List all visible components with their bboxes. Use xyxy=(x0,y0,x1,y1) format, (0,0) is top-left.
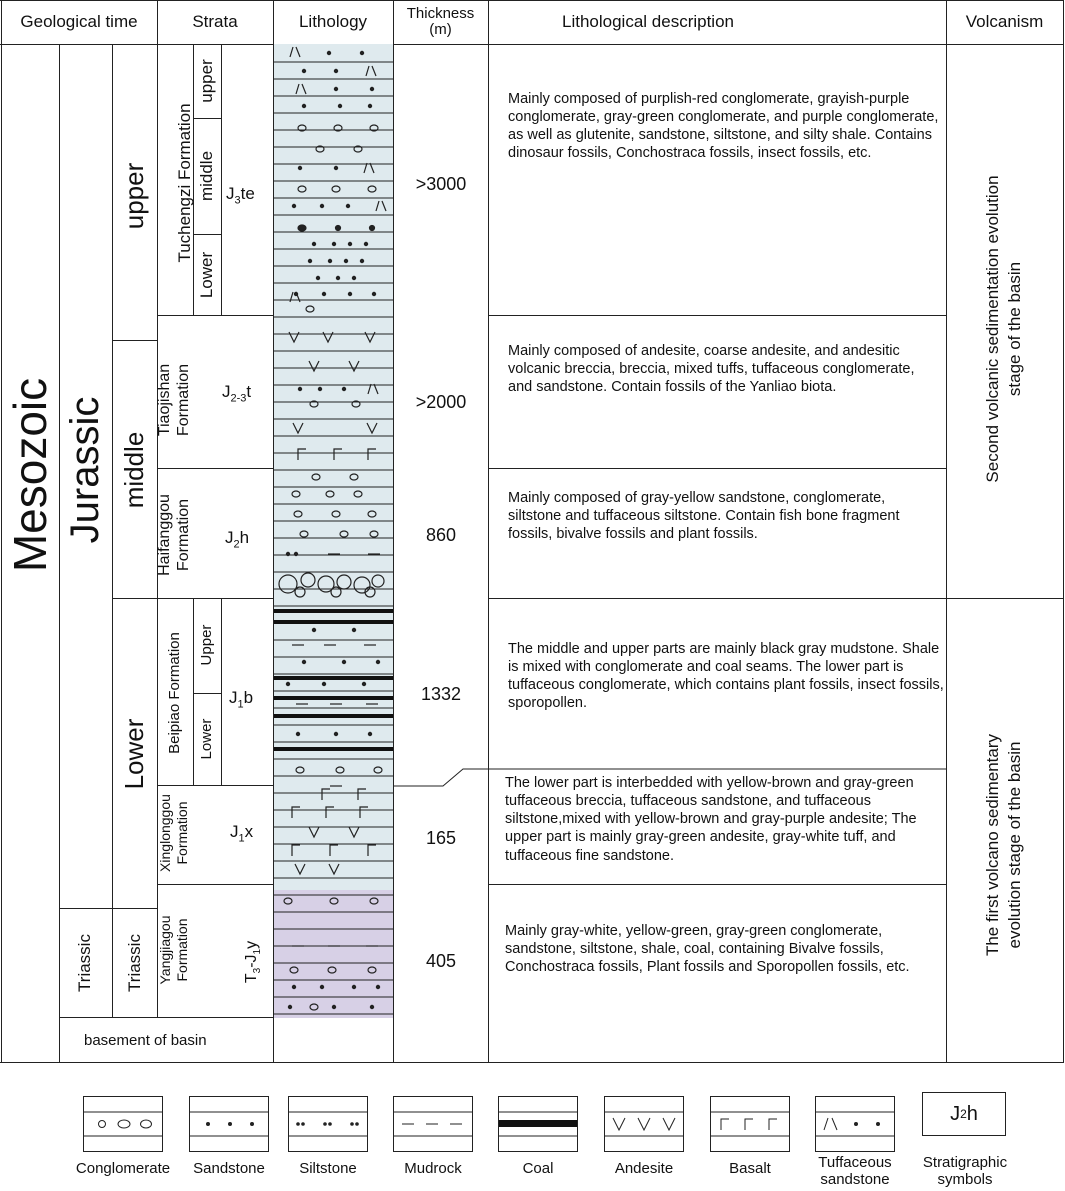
coal-seam xyxy=(274,609,393,613)
code-yangjiagou xyxy=(240,922,264,1002)
sand-dot xyxy=(344,259,347,262)
header-strata: Strata xyxy=(192,12,238,32)
header-description: Lithological description xyxy=(562,12,734,32)
sand-dot xyxy=(370,1005,373,1008)
sand-dot xyxy=(298,166,301,169)
epoch-lower-label: Lower xyxy=(119,718,149,790)
legend-mudrock-box xyxy=(393,1096,473,1152)
legend-tuffaceous-box xyxy=(815,1096,895,1152)
legend-siltstone-box xyxy=(288,1096,368,1152)
code-tuchengzi-sub: 3 xyxy=(234,194,241,207)
sand-dot xyxy=(292,985,295,988)
sand-dot xyxy=(316,276,319,279)
coal-seam xyxy=(274,620,393,624)
sand-dot xyxy=(302,104,305,107)
sand-dot xyxy=(328,259,331,262)
formation-haifanggou-line1: Haifanggou xyxy=(156,494,173,576)
legend-basalt-box xyxy=(710,1096,790,1152)
sand-dot xyxy=(308,259,311,262)
siltstone-symbol xyxy=(289,1097,367,1151)
sand-dot xyxy=(360,51,363,54)
sand-dot xyxy=(360,259,363,262)
epoch-line-lower-triassic xyxy=(112,908,157,909)
mudrock-symbol xyxy=(394,1097,472,1151)
volcanism-second-line1: Second volcanic sedimentation evolution xyxy=(983,175,1002,483)
legend-label-conglomerate: Conglomerate xyxy=(75,1160,171,1177)
member-col-beipiao-right xyxy=(221,598,222,785)
thickness-xinglonggou: 165 xyxy=(425,828,457,848)
header-thickness-label: Thickness xyxy=(406,5,475,23)
description-haifanggou: Mainly composed of gray-yellow sandstone, conglomerate, siltstone and tuffaceous siltstone. Contain fish bone fragment fossils, bivalve fossils and plant fossils. xyxy=(508,490,900,543)
thickness-beipiao: 1332 xyxy=(420,684,462,704)
legend-label-sandstone: Sandstone xyxy=(193,1160,265,1177)
member-beipiao-upper: Upper xyxy=(198,624,215,666)
sand-dot xyxy=(286,552,289,555)
sand-dot xyxy=(364,242,367,245)
sand-dot xyxy=(318,387,321,390)
sand-dot xyxy=(294,552,297,555)
tuffaceous-sandstone-symbol xyxy=(816,1097,894,1151)
sand-dot xyxy=(332,242,335,245)
legend-symbol-main: J xyxy=(950,1102,961,1125)
code-tuchengzi xyxy=(226,184,255,206)
sand-dot xyxy=(320,204,323,207)
formation-haifanggou-line2: Formation xyxy=(175,498,192,572)
legend-conglomerate-box xyxy=(83,1096,163,1152)
table-bottom-border xyxy=(0,1062,1064,1063)
sand-dot xyxy=(302,660,305,663)
lithology-bg-triassic xyxy=(274,890,393,1018)
code-xinglonggou-suffix: x xyxy=(244,822,254,841)
code-yangjiagou-sub: 3 xyxy=(252,967,264,974)
thickness-yangjiagou: 405 xyxy=(425,951,457,971)
code-tiaojishan-main: J xyxy=(222,382,231,401)
sand-dot xyxy=(342,387,345,390)
legend-andesite-box xyxy=(604,1096,684,1152)
sand-dot xyxy=(292,204,295,207)
code-xinglonggou-main: J xyxy=(230,822,239,841)
sandstone-symbol xyxy=(190,1097,268,1151)
member-tuchengzi-middle: middle xyxy=(197,150,216,202)
formation-yangjiagou-name xyxy=(157,900,193,1000)
thickness-tiaojishan: >2000 xyxy=(415,392,467,412)
sand-dot xyxy=(320,985,323,988)
member-beipiao-lower: Lower xyxy=(198,718,215,760)
formation-yangjiagou-line1: Yangjiagou xyxy=(157,915,173,985)
period-label: Jurassic xyxy=(63,396,107,544)
desc-line-5 xyxy=(488,884,946,885)
formation-tiaojishan-line1: Tiaojishan xyxy=(156,363,173,437)
col-line-end xyxy=(1063,0,1064,1063)
coal-seam xyxy=(274,747,393,751)
code-yangjiagou-sub2: 1 xyxy=(252,948,264,955)
code-tiaojishan-suffix: t xyxy=(246,382,252,401)
code-tuchengzi-suffix: te xyxy=(240,184,255,203)
lithology-bg-jurassic xyxy=(274,44,393,890)
description-yangjiagou: Mainly gray-white, yellow-green, gray-green conglomerate, sandstone, siltstone, shale, coal, containing Bivalve fossils, Conchostraca fossils, Plant fossils and Sporopollen fossils, etc. xyxy=(505,923,910,976)
triassic-period-line xyxy=(59,908,112,909)
pebble xyxy=(298,225,306,231)
sand-dot xyxy=(352,276,355,279)
code-haifanggou-main: J xyxy=(225,528,234,547)
code-haifanggou-sub: 2 xyxy=(233,538,240,551)
sand-dot xyxy=(334,166,337,169)
sand-dot xyxy=(298,387,301,390)
volcanism-second-stage xyxy=(982,29,1028,629)
pebble xyxy=(370,226,375,231)
sand-dot xyxy=(372,292,375,295)
sand-dot xyxy=(302,69,305,72)
sand-dot xyxy=(312,628,315,631)
description-tuchengzi: Mainly composed of purplish-red conglomerate, grayish-purple conglomerate, gray-green conglomerate, and purple conglomerate, as well as glutenite, sandstone, siltstone, and silty shale. Contains dinosaur fossils, Conchostraca fossils, insect fossils, etc. xyxy=(508,91,939,162)
code-beipiao-sub: 1 xyxy=(237,698,244,711)
volcanism-second-line2: stage of the basin xyxy=(1005,261,1024,397)
sand-dot xyxy=(368,732,371,735)
coal-seam xyxy=(274,714,393,718)
member-col-tuchengzi-right xyxy=(221,44,222,315)
code-tiaojishan-sub: 2-3 xyxy=(230,392,247,405)
basement-label: basement of basin xyxy=(84,1032,207,1049)
code-xinglonggou xyxy=(230,822,253,844)
sand-dot xyxy=(334,732,337,735)
header-lithology: Lithology xyxy=(298,12,368,32)
sand-dot xyxy=(342,660,345,663)
sand-dot xyxy=(376,985,379,988)
member-tuchengzi-lower: Lower xyxy=(197,251,216,299)
sand-dot xyxy=(322,292,325,295)
sand-dot xyxy=(348,292,351,295)
desc-line-2 xyxy=(488,468,946,469)
sand-dot xyxy=(322,682,325,685)
formation-beipiao-name: Beipiao Formation xyxy=(166,632,183,754)
code-tuchengzi-main: J xyxy=(226,184,235,203)
sand-dot xyxy=(332,1005,335,1008)
andesite-symbol xyxy=(605,1097,683,1151)
code-beipiao-suffix: b xyxy=(243,688,254,707)
legend-label-siltstone: Siltstone xyxy=(299,1160,357,1177)
sand-dot xyxy=(336,276,339,279)
thickness-tuchengzi: >3000 xyxy=(415,174,467,194)
sand-dot xyxy=(376,660,379,663)
legend-coal-box xyxy=(498,1096,578,1152)
header-thickness xyxy=(393,0,488,44)
legend-label-andesite: Andesite xyxy=(614,1160,674,1177)
desc-line-3 xyxy=(488,598,1064,599)
sand-dot xyxy=(346,204,349,207)
code-xinglonggou-sub: 1 xyxy=(238,832,245,845)
sand-dot xyxy=(352,985,355,988)
col-line-description xyxy=(946,0,947,1063)
sand-dot xyxy=(288,1005,291,1008)
stratigraphic-symbol xyxy=(922,1092,1006,1136)
sand-dot xyxy=(362,682,365,685)
legend-label-tuffaceous: Tuffaceous sandstone xyxy=(818,1154,892,1189)
code-beipiao-main: J xyxy=(229,688,238,707)
legend-label-basalt: Basalt xyxy=(729,1160,771,1177)
sand-dot xyxy=(312,242,315,245)
epoch-line-upper-middle xyxy=(112,340,157,341)
era-label: Mesozoic xyxy=(4,377,56,573)
sand-dot xyxy=(348,242,351,245)
desc-line-1 xyxy=(488,315,946,316)
legend-symbol-sub: 2 xyxy=(960,1107,967,1121)
code-yangjiagou-main: T xyxy=(243,973,260,984)
code-haifanggou-suffix: h xyxy=(239,528,250,547)
formation-tiaojishan-line2: Formation xyxy=(175,363,192,437)
epoch-middle-label: middle xyxy=(119,431,149,509)
formation-xinglonggou-line2: Formation xyxy=(174,801,190,865)
legend-sandstone-box xyxy=(189,1096,269,1152)
basalt-symbol xyxy=(711,1097,789,1151)
basement-top-line xyxy=(59,1017,273,1018)
formation-xinglonggou-line1: Xinglonggou xyxy=(157,794,173,872)
code-beipiao xyxy=(229,688,253,710)
code-haifanggou xyxy=(225,528,249,550)
formation-tuchengzi-name: Tuchengzi Formation xyxy=(175,103,194,263)
lithology-column xyxy=(274,44,393,1018)
sand-dot xyxy=(338,104,341,107)
formation-haifanggou-name xyxy=(155,475,195,595)
legend-label-coal: Coal xyxy=(522,1160,554,1177)
sand-dot xyxy=(327,51,330,54)
epoch-line-middle-lower xyxy=(112,598,157,599)
sand-dot xyxy=(370,87,373,90)
sand-dot xyxy=(334,69,337,72)
code-yangjiagou-suffix: -J xyxy=(243,954,260,968)
pebble xyxy=(336,226,341,231)
sand-dot xyxy=(368,104,371,107)
header-volcanism: Volcanism xyxy=(965,12,1044,32)
header-geological-time: Geological time xyxy=(20,12,138,32)
member-tuchengzi-upper: upper xyxy=(197,59,216,103)
header-thickness-unit: (m) xyxy=(429,21,452,38)
description-xinglonggou: The lower part is interbedded with yellow-brown and gray-green tuffaceous breccia, tuffaceous sandstone, and tuffaceous siltstone,mixed with yellow-brown and gray-purple andesite; The upper part is mainly gray-green andesite, gray-white tuff, and tuffaceous fine sandstone. xyxy=(505,775,917,864)
conglomerate-symbol xyxy=(84,1097,162,1151)
period-triassic-label: Triassic xyxy=(75,934,94,992)
legend-label-stratigraphic: Stratigraphic symbols xyxy=(922,1154,1008,1189)
member-line-b1 xyxy=(193,693,221,694)
coal-symbol xyxy=(499,1097,577,1151)
volcanism-first-line2: evolution stage of the basin xyxy=(1005,741,1024,949)
formation-yangjiagou-line2: Formation xyxy=(174,918,190,982)
desc-connector xyxy=(393,765,948,789)
sand-dot xyxy=(352,628,355,631)
col-line-thickness xyxy=(488,0,489,1063)
thickness-haifanggou: 860 xyxy=(425,525,457,545)
sand-dot xyxy=(334,87,337,90)
header-bottom-border xyxy=(0,44,1064,45)
sand-dot xyxy=(296,732,299,735)
coal-seam xyxy=(274,696,393,700)
code-yangjiagou-suffix2: y xyxy=(243,940,260,949)
volcanism-first-stage xyxy=(982,545,1028,1145)
volcanism-first-line1: The first volcano sedimentary xyxy=(983,733,1002,957)
formation-xinglonggou-name xyxy=(157,783,193,883)
epoch-upper-label: upper xyxy=(119,162,149,230)
sand-dot xyxy=(286,682,289,685)
coal-seam xyxy=(274,676,393,680)
formation-tiaojishan-name xyxy=(155,340,195,460)
code-tiaojishan xyxy=(222,382,251,404)
col-line-period xyxy=(112,44,113,1017)
legend-label-mudrock: Mudrock xyxy=(404,1160,462,1177)
legend-symbol-suffix: h xyxy=(966,1102,978,1125)
description-tiaojishan: Mainly composed of andesite, coarse andesite, and andesitic volcanic breccia, breccia, mixed tuffs, tuffaceous conglomerate, and sandstone. Contain fossils of the Yanliao biota. xyxy=(508,343,915,396)
description-beipiao: The middle and upper parts are mainly black gray mudstone. Shale is mixed with conglomerate and coal seams. The lower part is tuffaceous conglomerate, which contains plant fossils, insect fossils, sporopollen. xyxy=(508,641,944,712)
epoch-triassic-label: Triassic xyxy=(125,934,144,992)
